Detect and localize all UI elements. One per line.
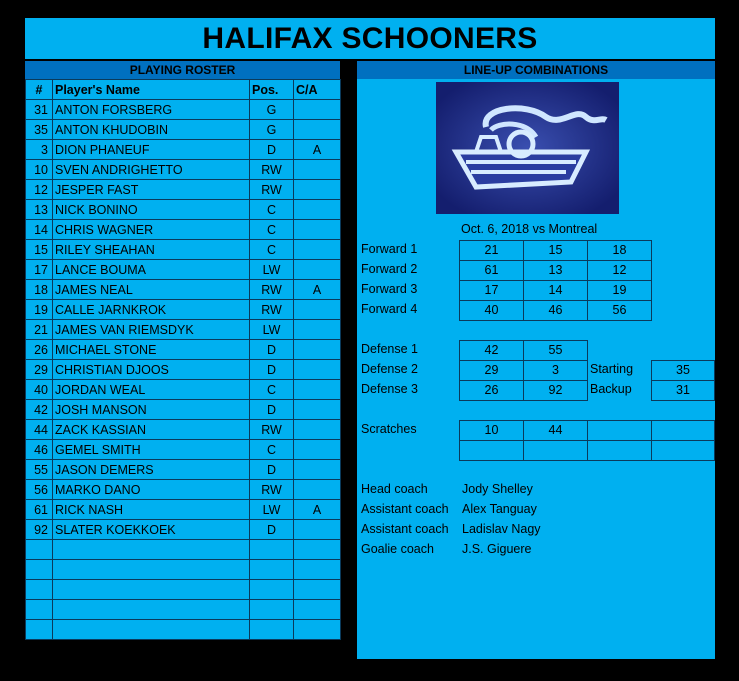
coach-role: Assistant coach (361, 502, 449, 516)
player-number[interactable]: 46 (26, 440, 53, 460)
player-number[interactable]: 14 (26, 220, 53, 240)
table-row (26, 480, 341, 500)
scratches-label: Scratches (361, 422, 417, 436)
player-name[interactable] (53, 580, 250, 600)
table-row (26, 220, 341, 240)
player-name[interactable]: JOSH MANSON (53, 400, 250, 420)
player-captaincy[interactable] (294, 520, 341, 540)
player-number[interactable]: 17 (26, 260, 53, 280)
player-number[interactable]: 42 (26, 400, 53, 420)
player-name[interactable]: MICHAEL STONE (53, 340, 250, 360)
player-position[interactable]: C (250, 380, 294, 400)
player-position[interactable]: LW (250, 500, 294, 520)
player-name[interactable]: SVEN ANDRIGHETTO (53, 160, 250, 180)
goalie-label: Backup (590, 382, 632, 396)
goalie-cell[interactable]: 31 (651, 380, 715, 401)
lineup-cell[interactable]: 18 (587, 240, 652, 261)
player-captaincy[interactable] (294, 540, 341, 560)
player-number[interactable]: 31 (26, 100, 53, 120)
player-name[interactable]: JORDAN WEAL (53, 380, 250, 400)
lineup-cell[interactable]: 3 (523, 360, 588, 381)
lineup-cell[interactable]: 17 (459, 280, 524, 301)
table-row (26, 200, 341, 220)
player-position[interactable]: RW (250, 180, 294, 200)
lineup-cell[interactable]: 46 (523, 300, 588, 321)
table-row (26, 280, 341, 300)
player-name[interactable]: RILEY SHEAHAN (53, 240, 250, 260)
table-row (26, 420, 341, 440)
table-row (26, 600, 341, 620)
playing-roster (25, 61, 340, 640)
coach-role: Head coach (361, 482, 428, 496)
player-captaincy[interactable] (294, 440, 341, 460)
lineup-cell[interactable]: 92 (523, 380, 588, 401)
player-number[interactable] (26, 540, 53, 560)
player-captaincy[interactable] (294, 380, 341, 400)
player-captaincy[interactable] (294, 160, 341, 180)
player-name[interactable]: CHRIS WAGNER (53, 220, 250, 240)
lineup-cell[interactable]: 26 (459, 380, 524, 401)
player-name[interactable]: JAMES VAN RIEMSDYK (53, 320, 250, 340)
player-name[interactable]: LANCE BOUMA (53, 260, 250, 280)
lineup-cell[interactable]: 55 (523, 340, 588, 361)
player-captaincy[interactable] (294, 480, 341, 500)
lineup-combinations (357, 61, 715, 659)
player-position[interactable]: D (250, 400, 294, 420)
table-row (26, 560, 341, 580)
player-number[interactable]: 13 (26, 200, 53, 220)
player-captaincy[interactable] (294, 320, 341, 340)
table-row (26, 140, 341, 160)
scratch-cell[interactable] (651, 420, 715, 441)
table-row (26, 360, 341, 380)
roster-heading: PLAYING ROSTER (25, 61, 340, 79)
player-captaincy[interactable]: A (294, 140, 341, 160)
player-number[interactable]: 15 (26, 240, 53, 260)
coach-role: Goalie coach (361, 542, 434, 556)
defense-pair-label: Defense 2 (361, 362, 418, 376)
table-row (26, 620, 341, 640)
forward-line-label: Forward 3 (361, 282, 418, 296)
player-captaincy[interactable] (294, 560, 341, 580)
col-header-captain[interactable]: C/A (294, 80, 341, 100)
game-info: Oct. 6, 2018 vs Montreal (461, 222, 598, 236)
lineup-cell[interactable]: 14 (523, 280, 588, 301)
table-row (26, 180, 341, 200)
player-name[interactable]: GEMEL SMITH (53, 440, 250, 460)
scratch-cell[interactable] (587, 440, 652, 461)
player-number[interactable] (26, 600, 53, 620)
player-captaincy[interactable] (294, 620, 341, 640)
goalie-label: Starting (590, 362, 634, 376)
player-position[interactable] (250, 540, 294, 560)
player-captaincy[interactable] (294, 360, 341, 380)
player-name[interactable]: MARKO DANO (53, 480, 250, 500)
player-name[interactable]: ANTON FORSBERG (53, 100, 250, 120)
player-position[interactable]: C (250, 200, 294, 220)
player-name[interactable]: SLATER KOEKKOEK (53, 520, 250, 540)
player-captaincy[interactable] (294, 260, 341, 280)
player-captaincy[interactable] (294, 460, 341, 480)
player-number[interactable]: 21 (26, 320, 53, 340)
player-number[interactable]: 44 (26, 420, 53, 440)
table-row (26, 460, 341, 480)
player-captaincy[interactable] (294, 300, 341, 320)
player-name[interactable]: JASON DEMERS (53, 460, 250, 480)
scratch-cell[interactable]: 10 (459, 420, 524, 441)
player-captaincy[interactable] (294, 400, 341, 420)
col-header-name[interactable]: Player's Name (53, 80, 250, 100)
defense-pair-label: Defense 3 (361, 382, 418, 396)
player-position[interactable] (250, 620, 294, 640)
lineup-cell[interactable]: 56 (587, 300, 652, 321)
goalie-cell[interactable]: 35 (651, 360, 715, 381)
coach-name: J.S. Giguere (462, 542, 532, 556)
player-name[interactable]: CHRISTIAN DJOOS (53, 360, 250, 380)
lineup-cell[interactable]: 21 (459, 240, 524, 261)
player-name[interactable]: ANTON KHUDOBIN (53, 120, 250, 140)
scratch-cell[interactable] (651, 440, 715, 461)
player-name[interactable]: NICK BONINO (53, 200, 250, 220)
player-captaincy[interactable] (294, 100, 341, 120)
player-name[interactable]: DION PHANEUF (53, 140, 250, 160)
player-position[interactable]: C (250, 440, 294, 460)
player-position[interactable]: D (250, 360, 294, 380)
player-position[interactable]: RW (250, 280, 294, 300)
lineup-cell[interactable]: 40 (459, 300, 524, 321)
scratch-cell[interactable]: 44 (523, 420, 588, 441)
table-row (26, 540, 341, 560)
player-captaincy[interactable] (294, 120, 341, 140)
player-position[interactable] (250, 560, 294, 580)
table-row (26, 380, 341, 400)
player-position[interactable]: RW (250, 480, 294, 500)
table-row (26, 500, 341, 520)
player-number[interactable]: 26 (26, 340, 53, 360)
table-row (26, 320, 341, 340)
defense-pair-label: Defense 1 (361, 342, 418, 356)
lineup-cell[interactable]: 19 (587, 280, 652, 301)
table-row (26, 120, 341, 140)
col-header-number[interactable]: # (26, 80, 53, 100)
table-row (26, 160, 341, 180)
player-number[interactable]: 19 (26, 300, 53, 320)
player-number[interactable] (26, 580, 53, 600)
player-name[interactable] (53, 620, 250, 640)
table-row (26, 520, 341, 540)
player-name[interactable]: JESPER FAST (53, 180, 250, 200)
player-position[interactable]: RW (250, 160, 294, 180)
player-number[interactable]: 92 (26, 520, 53, 540)
player-number[interactable]: 35 (26, 120, 53, 140)
forward-line-label: Forward 1 (361, 242, 418, 256)
player-position[interactable]: G (250, 100, 294, 120)
table-row (26, 260, 341, 280)
player-captaincy[interactable] (294, 600, 341, 620)
schooner-ship-logo-icon (436, 82, 619, 214)
roster-header-row (26, 80, 341, 100)
player-number[interactable]: 3 (26, 140, 53, 160)
lineup-cell[interactable]: 42 (459, 340, 524, 361)
player-number[interactable]: 29 (26, 360, 53, 380)
player-position[interactable]: LW (250, 320, 294, 340)
player-position[interactable]: LW (250, 260, 294, 280)
player-position[interactable]: D (250, 140, 294, 160)
player-number[interactable]: 12 (26, 180, 53, 200)
coach-role: Assistant coach (361, 522, 449, 536)
player-captaincy[interactable] (294, 220, 341, 240)
roster-table (25, 79, 341, 640)
table-row (26, 340, 341, 360)
player-number[interactable]: 61 (26, 500, 53, 520)
player-captaincy[interactable]: A (294, 280, 341, 300)
player-number[interactable]: 18 (26, 280, 53, 300)
player-number[interactable]: 56 (26, 480, 53, 500)
lineup-cell[interactable]: 29 (459, 360, 524, 381)
table-row (26, 300, 341, 320)
player-number[interactable] (26, 560, 53, 580)
player-position[interactable]: D (250, 460, 294, 480)
player-number[interactable]: 55 (26, 460, 53, 480)
coach-name: Alex Tanguay (462, 502, 537, 516)
player-number[interactable]: 40 (26, 380, 53, 400)
table-row (26, 100, 341, 120)
player-name[interactable]: ZACK KASSIAN (53, 420, 250, 440)
table-row (26, 440, 341, 460)
player-position[interactable] (250, 580, 294, 600)
player-number[interactable]: 10 (26, 160, 53, 180)
player-captaincy[interactable] (294, 180, 341, 200)
player-captaincy[interactable]: A (294, 500, 341, 520)
player-position[interactable]: D (250, 340, 294, 360)
player-position[interactable]: RW (250, 300, 294, 320)
col-header-position[interactable]: Pos. (250, 80, 294, 100)
table-row (26, 580, 341, 600)
scratch-cell[interactable] (523, 440, 588, 461)
coach-name: Jody Shelley (462, 482, 533, 496)
team-title: HALIFAX SCHOONERS (25, 18, 715, 59)
lineup-cell[interactable]: 12 (587, 260, 652, 281)
lineup-cell[interactable]: 15 (523, 240, 588, 261)
forward-line-label: Forward 2 (361, 262, 418, 276)
player-captaincy[interactable] (294, 240, 341, 260)
player-name[interactable]: CALLE JARNKROK (53, 300, 250, 320)
player-captaincy[interactable] (294, 340, 341, 360)
player-name[interactable] (53, 560, 250, 580)
player-captaincy[interactable] (294, 200, 341, 220)
player-name[interactable]: JAMES NEAL (53, 280, 250, 300)
player-position[interactable]: RW (250, 420, 294, 440)
player-position[interactable]: G (250, 120, 294, 140)
table-row (26, 240, 341, 260)
player-position[interactable]: C (250, 220, 294, 240)
coach-name: Ladislav Nagy (462, 522, 541, 536)
player-position[interactable]: D (250, 520, 294, 540)
table-row (26, 400, 341, 420)
player-number[interactable] (26, 620, 53, 640)
player-name[interactable] (53, 540, 250, 560)
scratch-cell[interactable] (459, 440, 524, 461)
scratch-cell[interactable] (587, 420, 652, 441)
player-captaincy[interactable] (294, 580, 341, 600)
player-name[interactable] (53, 600, 250, 620)
player-position[interactable]: C (250, 240, 294, 260)
player-position[interactable] (250, 600, 294, 620)
lineup-heading: LINE-UP COMBINATIONS (357, 61, 715, 79)
player-name[interactable]: RICK NASH (53, 500, 250, 520)
lineup-cell[interactable]: 13 (523, 260, 588, 281)
lineup-cell[interactable]: 61 (459, 260, 524, 281)
forward-line-label: Forward 4 (361, 302, 418, 316)
player-captaincy[interactable] (294, 420, 341, 440)
